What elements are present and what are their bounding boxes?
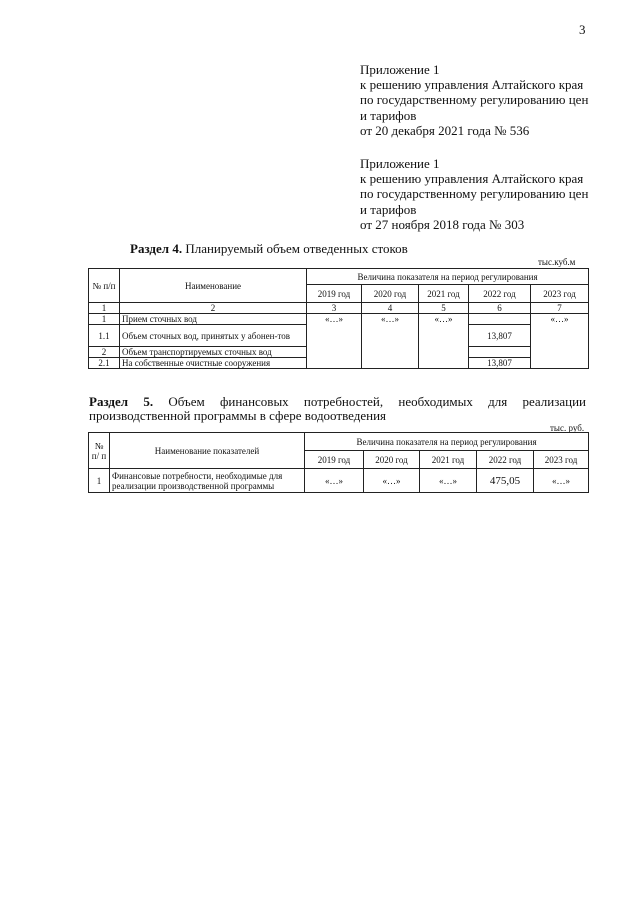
section5-table [88,432,589,493]
row-value: «…» [534,469,589,493]
row-value: 475,05 [477,469,534,493]
row-value: «…» [420,469,477,493]
col-number: 3 [307,303,362,314]
appendix-line: по государственному регулированию цен [360,92,589,108]
col-number: 5 [419,303,469,314]
row-value: «…» [419,314,469,369]
table-row [89,469,589,493]
appendix-line: к решению управления Алтайского края [360,171,584,187]
appendix-title: Приложение 1 [360,156,440,171]
header-name: Наименование показателей [110,433,305,469]
header-year: 2020 год [364,451,420,469]
row-name: Прием сточных вод [120,314,307,325]
row-value: «…» [531,314,589,369]
row-value: «…» [364,469,420,493]
header-year: 2023 год [534,451,589,469]
row-value [469,314,531,325]
header-year: 2019 год [305,451,364,469]
row-name: Финансовые потребности, необходимые для реализации производственной программы [110,469,305,493]
header-name: Наименование [120,269,307,303]
appendix-block-current [360,62,588,138]
section5-title-line2: производственной программы в сфере водоотведения [89,408,387,423]
row-num: 1 [89,314,120,325]
appendix-date: от 20 декабря 2021 года № 536 [360,122,530,138]
row-value: «…» [305,469,364,493]
row-name: Объем сточных вод, принятых у абонен-тов [120,325,307,347]
row-num: 1.1 [89,325,120,347]
appendix-block-original [360,156,588,232]
col-number: 7 [531,303,589,314]
section4-label: Раздел 4. [130,241,183,256]
row-value: «…» [362,314,419,369]
page-number: 3 [579,22,586,37]
header-period: Величина показателя на период регулирования [305,433,589,451]
section5-unit: тыс. руб. [550,423,585,433]
appendix-line: к решению управления Алтайского края [360,77,584,93]
column-number-row [89,303,589,314]
row-num: 1 [89,469,110,493]
appendix-date: от 27 ноября 2018 года № 303 [360,216,525,232]
section4-unit: тыс.куб.м [538,257,576,267]
col-number: 4 [362,303,419,314]
row-num: 2 [89,347,120,358]
section5-title-line1: Объем финансовых потребностей, необходимых для реализации [168,394,587,409]
col-number: 2 [120,303,307,314]
header-year: 2019 год [307,285,362,303]
appendix-line: и тарифов [360,107,417,123]
header-year: 2021 год [420,451,477,469]
col-number: 6 [469,303,531,314]
section5-label: Раздел 5. [89,394,154,409]
row-value: 13,807 [469,325,531,347]
header-year: 2022 год [469,285,531,303]
header-year: 2023 год [531,285,589,303]
section5-title [89,395,586,423]
section4-title [130,241,408,257]
row-name: Объем транспортируемых сточных вод [120,347,307,358]
section4-title-text: Планируемый объем отведенных стоков [185,241,408,256]
appendix-title: Приложение 1 [360,62,440,77]
col-number: 1 [89,303,120,314]
row-value: 13,807 [469,358,531,369]
section4-table [88,268,589,369]
row-name: На собственные очистные сооружения [120,358,307,369]
header-year: 2022 год [477,451,534,469]
appendix-line: и тарифов [360,201,417,217]
row-num: 2.1 [89,358,120,369]
row-value: «…» [307,314,362,369]
appendix-line: по государственному регулированию цен [360,186,589,202]
header-period: Величина показателя на период регулирования [307,269,589,285]
header-num: № п/п [89,269,120,303]
table-row [89,314,589,325]
header-year: 2021 год [419,285,469,303]
header-num: № п/ п [89,433,110,469]
row-value [469,347,531,358]
header-year: 2020 год [362,285,419,303]
